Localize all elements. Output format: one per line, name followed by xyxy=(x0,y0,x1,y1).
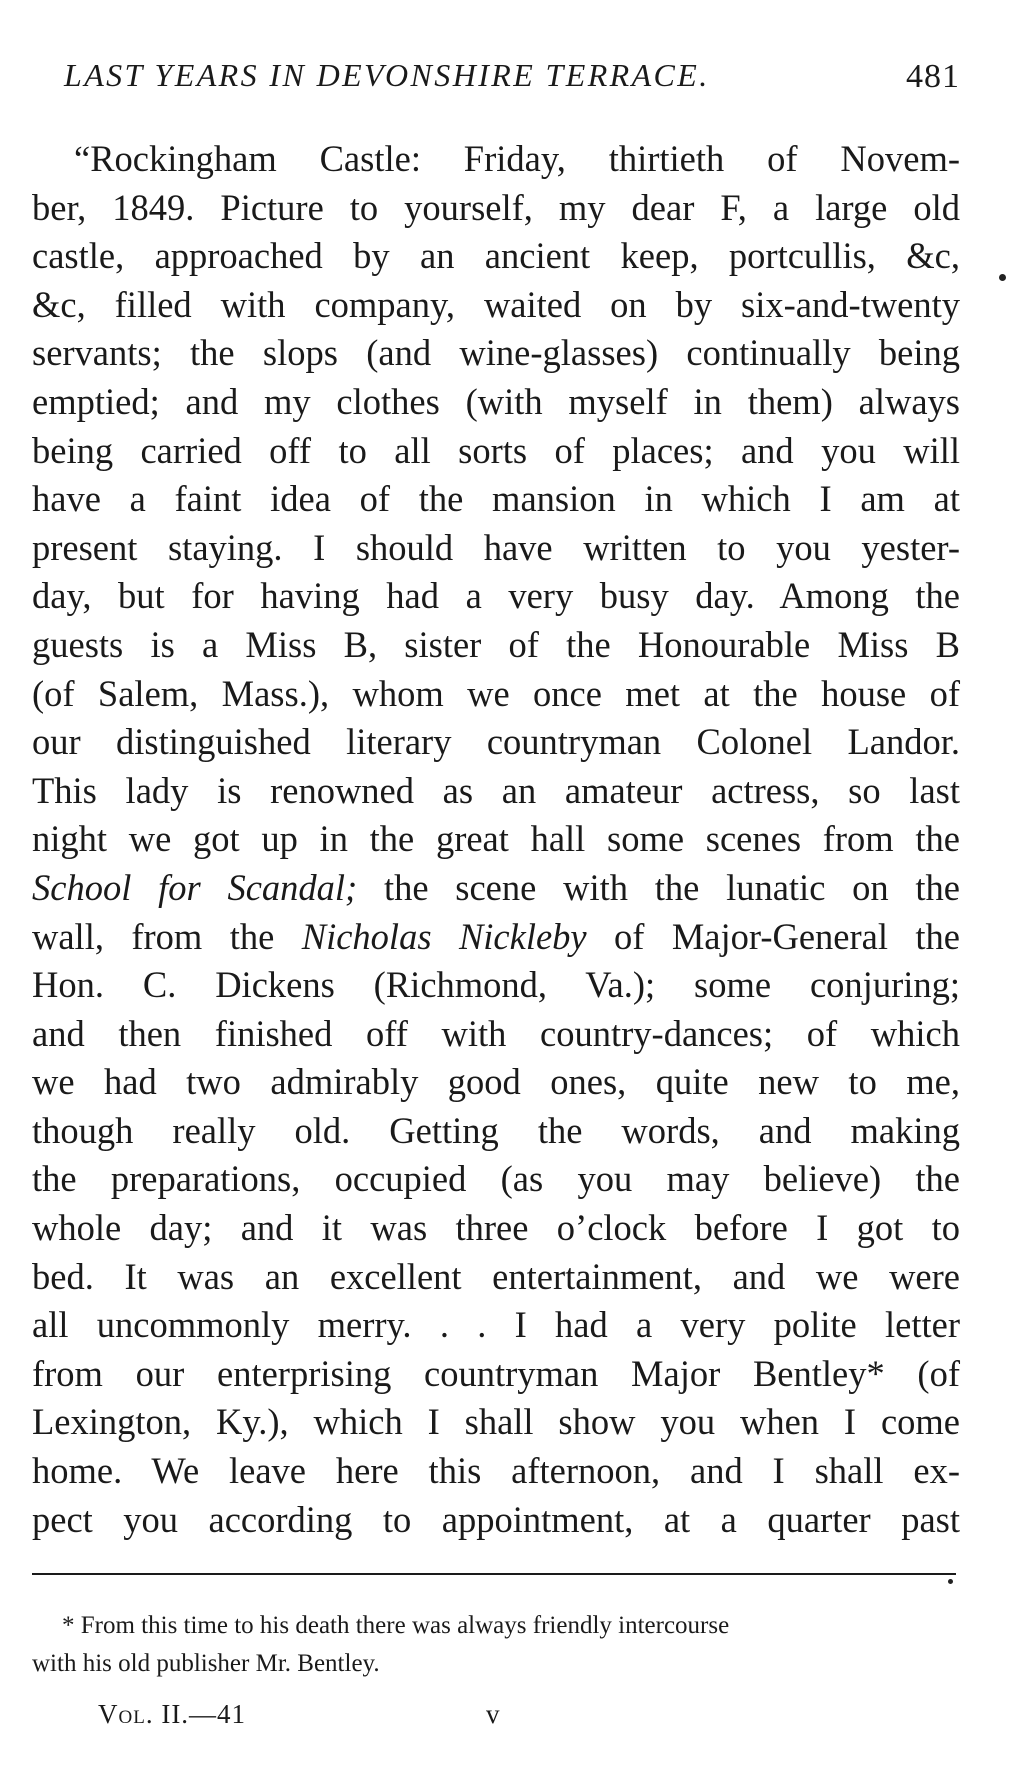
signature-mark: v xyxy=(486,1699,500,1729)
play-title-italic: School for Scandal; xyxy=(32,866,358,908)
text-fragment: of Major-General the xyxy=(586,915,960,957)
text-line: we had two admirably good ones, quite new to me, xyxy=(32,1061,960,1103)
running-title: LAST YEARS IN DEVONSHIRE TERRACE. xyxy=(64,57,710,93)
footnote-rule xyxy=(32,1573,956,1575)
text-line: the preparations, occupied (as you may believe) the xyxy=(32,1158,960,1200)
text-line: Hon. C. Dickens (Richmond, Va.); some conjuring; xyxy=(32,964,960,1006)
text-line: guests is a Miss B, sister of the Honourable Miss B xyxy=(32,623,960,665)
text-line-book-title xyxy=(32,913,960,962)
ink-speck xyxy=(999,274,1006,281)
text-line: day, but for having had a very busy day. Among the xyxy=(32,575,960,617)
text-line: ber, 1849. Picture to yourself, my dear F, a large old xyxy=(32,186,960,228)
text-line: “Rockingham Castle: Friday, thirtieth of Novem- xyxy=(74,138,960,179)
text-line: (of Salem, Mass.), whom we once met at the house of xyxy=(32,672,960,714)
footnote xyxy=(32,1607,956,1683)
text-line: whole day; and it was three o’clock before I got to xyxy=(32,1207,960,1249)
page-number: 481 xyxy=(906,58,960,95)
text-line: present staying. I should have written to you yester- xyxy=(32,526,960,568)
text-line: being carried off to all sorts of places; and you will xyxy=(32,429,960,471)
text-line: &c, filled with company, waited on by six-and-twenty xyxy=(32,283,960,325)
letter-text xyxy=(32,135,960,1544)
text-line: Lexington, Ky.), which I shall show you when I come xyxy=(32,1401,960,1443)
text-line: castle, approached by an ancient keep, portcullis, &c, xyxy=(32,235,960,277)
printer-signature xyxy=(98,1694,558,1734)
text-line: home. We leave here this afternoon, and I shall ex- xyxy=(32,1450,960,1492)
text-fragment: the scene with the lunatic on the xyxy=(357,866,960,908)
text-line: all uncommonly merry. . . I had a very polite letter xyxy=(32,1304,960,1346)
book-title-italic: Nicholas Nickleby xyxy=(301,915,587,957)
footnote-line: * From this time to his death there was always friendly intercourse xyxy=(62,1612,730,1639)
text-fragment: wall, from the xyxy=(32,915,302,957)
text-line-play-title xyxy=(32,864,960,913)
text-line: from our enterprising countryman Major Bentley* (of xyxy=(32,1352,960,1394)
running-head xyxy=(60,52,960,98)
text-line: though really old. Getting the words, and making xyxy=(32,1109,960,1151)
ink-speck xyxy=(948,1579,953,1584)
volume-signature: Vol. II.—41 xyxy=(98,1699,247,1729)
text-line: emptied; and my clothes (with myself in them) always xyxy=(32,380,960,422)
text-line: pect you according to appointment, at a quarter past xyxy=(32,1498,960,1540)
text-line: This lady is renowned as an amateur actress, so last xyxy=(32,769,960,811)
text-line: servants; the slops (and wine-glasses) continually being xyxy=(32,332,960,374)
text-line: and then finished off with country-dances; of which xyxy=(32,1012,960,1054)
text-line: night we got up in the great hall some scenes from the xyxy=(32,818,960,860)
text-line: have a faint idea of the mansion in which I am at xyxy=(32,478,960,520)
text-line: bed. It was an excellent entertainment, and we were xyxy=(32,1255,960,1297)
text-line: our distinguished literary countryman Colonel Landor. xyxy=(32,721,960,763)
footnote-line: with his old publisher Mr. Bentley. xyxy=(32,1650,380,1677)
